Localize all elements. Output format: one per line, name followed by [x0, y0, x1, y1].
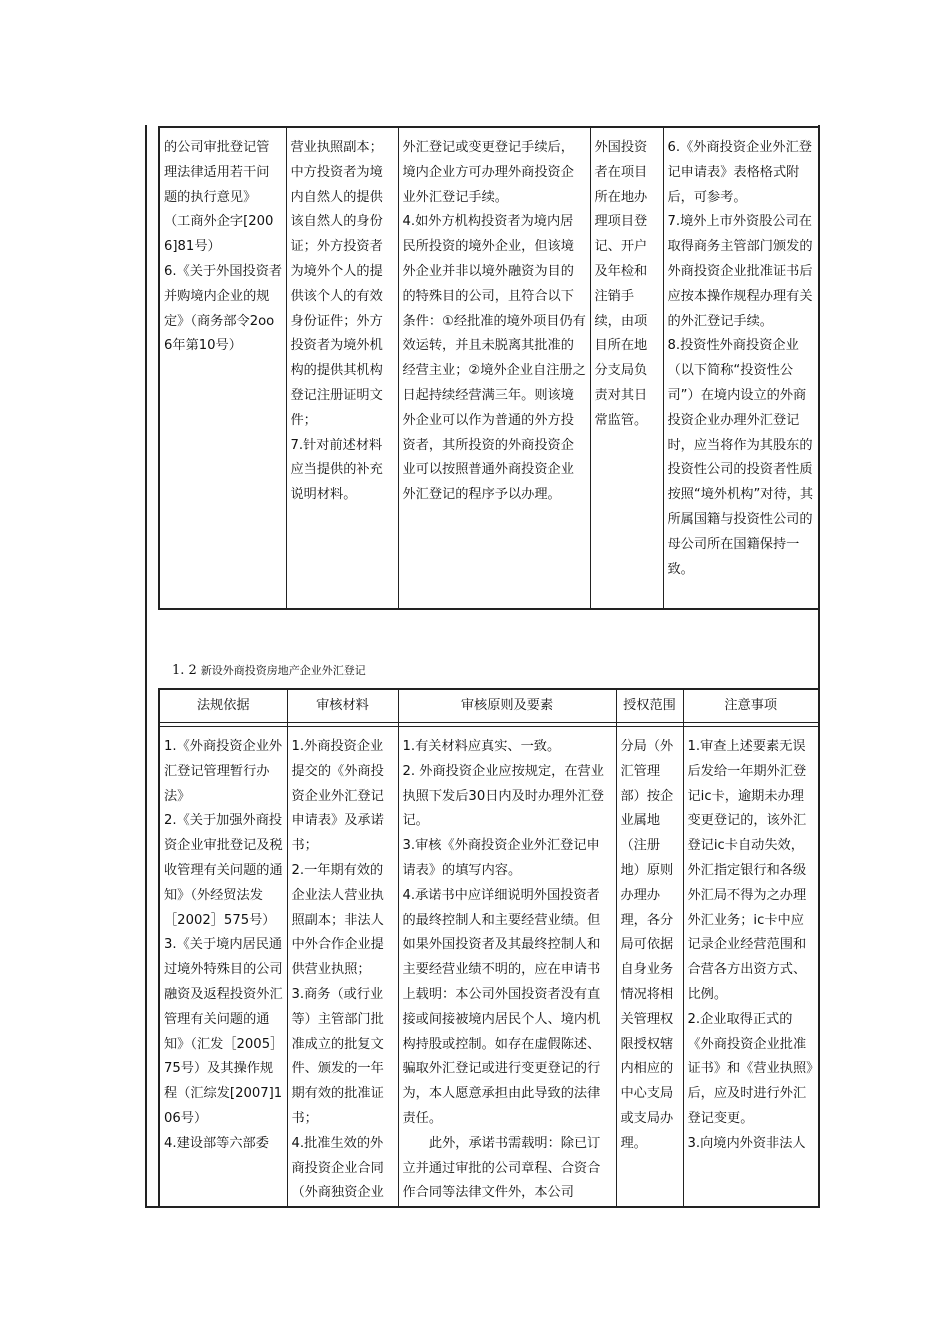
text-block: 4.如外方机构投资者为境内居民所投资的境外企业，但该境外企业并非以境外融资为目的的特殊目的公司，且符合以下条件：①经批准的境外项目仍有效运转，并且未脱离其批准的经营主业；②境外企业自注册之日起持续经营满三年。则该境外企业可以作为普通的外方投资者，其所投资的外商投资企业可以按照普通外商投资企业外汇登记的程序予以办理。 — [402, 214, 586, 503]
text-block: 2.企业取得正式的《外商投资企业批准证书》和《营业执照》后，应及时进行外汇登记变更。 — [687, 1011, 813, 1126]
text-block: 1.有关材料应真实、一致。 — [402, 739, 561, 754]
text-block: 3.《关于境内居民通过境外特殊目的公司融资及返程投资外汇管理有关问题的通知》（汇发［2005］75号）及其操作规程（汇综发[2007]106号） — [164, 937, 284, 1126]
table-header-row — [159, 689, 819, 723]
text-block: 分局（外汇管理部）按企业属地（注册地）原则办理办理，各分局可依据自身业务情况将相关管理权限授权辖内相应的中心支局或支局办理。 — [620, 739, 674, 1151]
cell-authorization-scope — [616, 727, 683, 1208]
header-review-principles: 审核原则及要素 — [398, 689, 616, 723]
cell-review-principles — [398, 727, 616, 1208]
text-block: 外汇登记或变更登记手续后，境内企业方可办理外商投资企业外汇登记手续。 — [402, 140, 574, 205]
header-regulation-basis: 法规依据 — [159, 689, 287, 723]
cell-review-principles — [398, 127, 590, 609]
cell-regulation-basis — [159, 727, 287, 1208]
text-block: 4.建设部等六部委 — [164, 1135, 269, 1151]
text-block: 6.《外商投资企业外汇登记申请表》表格格式附后，可参考。 — [667, 140, 812, 205]
header-authorization-scope: 授权范围 — [616, 689, 683, 723]
cell-review-materials — [287, 727, 398, 1208]
text-block: 6.《关于外国投资者并购境内企业的规定》（商务部令2oo6年第10号） — [164, 263, 283, 354]
text-block: 3.商务（或行业等）主管部门批准成立的批复文件、颁发的一年期有效的批准证书； — [291, 986, 384, 1126]
text-block: 2. 外商投资企业应按规定，在营业执照下发后30日内及时办理外汇登记。 — [402, 763, 604, 829]
section-number: 1. 2 — [172, 663, 197, 678]
text-block: 7.针对前述材料应当提供的补充说明材料。 — [290, 437, 383, 503]
text-block: 4.承诺书中应详细说明外国投资者的最终控制人和主要经营业绩。但如果外国投资者及其最终控制人和主要经营业绩不明的，应在申请书上载明：本公司外国投资者没有直接或间接被境内居民个人、境内机构持股或控制。如存在虚假陈述、骗取外汇登记或进行变更登记的行为，本人愿意承担由此导致的法律责任。 — [402, 887, 601, 1126]
cell-review-materials — [286, 127, 398, 609]
header-notes: 注意事项 — [683, 689, 819, 723]
cell-regulation-basis — [159, 127, 286, 609]
text-block: 4.批准生效的外商投资企业合同（外商独资企业 — [291, 1135, 384, 1201]
text-block: 营业执照副本；中方投资者为境内自然人的提供该自然人的身份证；外方投资者为境外个人的提供该个人的有效身份证件；外方投资者为境外机构的提供其机构登记注册证明文件； — [290, 140, 383, 428]
text-block: 3.向境内外资非法人 — [687, 1135, 806, 1151]
table-row — [159, 727, 819, 1208]
cell-authorization-scope — [590, 127, 663, 609]
table-continued — [158, 126, 820, 610]
text-block: 外国投资者在项目所在地办理项目登记、开户及年检和注销手续，由项目所在地分支局负责对其日常监管。 — [594, 140, 648, 428]
section-title-text: 新设外商投资房地产企业外汇登记 — [200, 664, 366, 677]
table-real-estate-registration — [158, 688, 820, 1208]
text-block: 1.《外商投资企业外汇登记管理暂行办法》 — [164, 739, 283, 804]
text-block: 2.《关于加强外商投资企业审批登记及税收管理有关问题的通知》（外经贸法发［2002］575号） — [164, 813, 283, 928]
text-block: 的公司审批登记管理法律适用若干问题的执行意见》 — [164, 140, 270, 205]
text-block: 1.审查上述要素无误后发给一年期外汇登记ic卡，逾期未办理变更登记的，该外汇登记ic卡自动失效，外汇指定银行和各级外汇局不得为之办理外汇业务；ic卡中应记录企业经营范围和合营各方出资方式、比例。 — [687, 739, 807, 1002]
text-block: 3.审核《外商投资企业外汇登记申请表》的填写内容。 — [402, 838, 600, 878]
cell-notes — [663, 127, 819, 609]
text-block: 8.投资性外商投资企业（以下简称“投资性公司”）在境内设立的外商投资企业办理外汇登记时，应当将作为其股东的投资性公司的投资者性质按照“境外机构”对待，其所属国籍与投资性公司的母公司所在国籍保持一致。 — [667, 338, 814, 577]
text-block: （工商外企字[2006]81号） — [164, 214, 274, 255]
section-title — [172, 664, 366, 678]
cell-notes — [683, 727, 819, 1208]
text-block: 7.境外上市外资股公司在取得商务主管部门颁发的外商投资企业批准证书后应按本操作规程办理有关的外汇登记手续。 — [667, 214, 813, 329]
text-block: 2.一年期有效的企业法人营业执照副本；非法人中外合作企业提供营业执照； — [291, 862, 384, 978]
header-review-materials: 审核材料 — [287, 689, 398, 723]
text-block: 1.外商投资企业提交的《外商投资企业外汇登记申请表》及承诺书； — [291, 739, 384, 854]
text-block: 此外，承诺书需载明：除已订立并通过审批的公司章程、合资合作合同等法律文件外，本公司 — [402, 1135, 601, 1201]
